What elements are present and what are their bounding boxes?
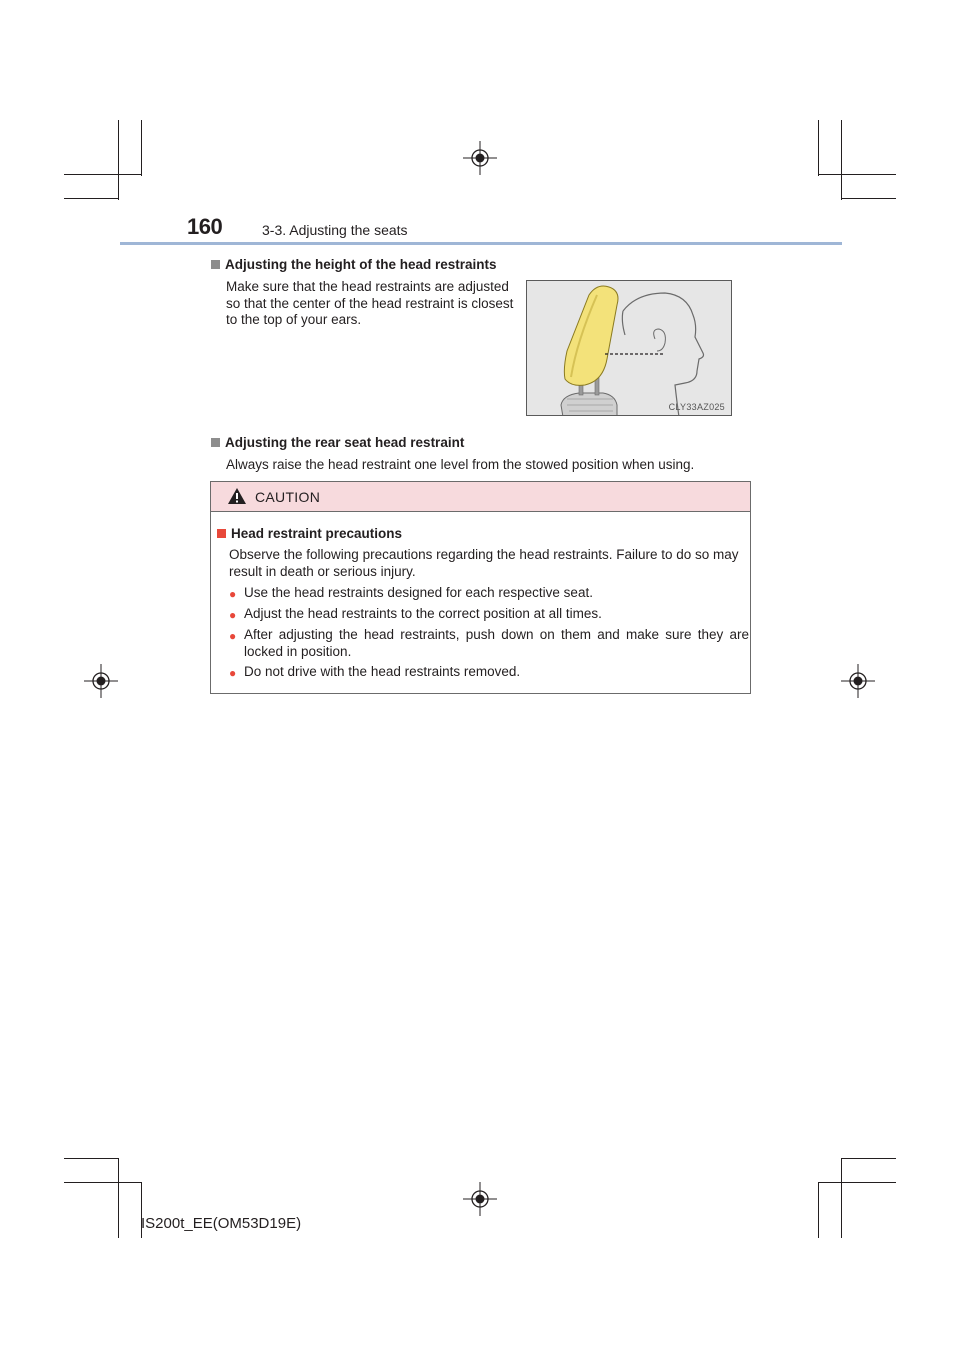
square-bullet-icon bbox=[217, 529, 226, 538]
caution-item: ● After adjusting the head restraints, push down on them and make sure they are locked in position. bbox=[229, 627, 749, 659]
bullet-dot-icon: ● bbox=[229, 608, 237, 622]
height-adjust-heading: Adjusting the height of the head restraints bbox=[211, 257, 497, 272]
header-rule bbox=[120, 242, 842, 245]
caution-intro: Observe the following precautions regarding the head restraints. Failure to do so may result in death or serious injury. bbox=[229, 547, 739, 579]
caution-header bbox=[211, 482, 750, 512]
square-bullet-icon bbox=[211, 438, 220, 447]
warning-triangle-icon bbox=[227, 487, 247, 505]
square-bullet-icon bbox=[211, 260, 220, 269]
bullet-dot-icon: ● bbox=[229, 629, 237, 643]
bullet-dot-icon: ● bbox=[229, 587, 237, 601]
registration-mark-icon bbox=[463, 141, 497, 175]
illustration-code: CLY33AZ025 bbox=[668, 402, 725, 412]
caution-item: ● Do not drive with the head restraints removed. bbox=[229, 664, 521, 680]
caution-title: CAUTION bbox=[255, 489, 321, 505]
rear-seat-body: Always raise the head restraint one level from the stowed position when using. bbox=[226, 457, 695, 472]
head-restraint-drawing bbox=[527, 281, 732, 416]
rear-seat-heading: Adjusting the rear seat head restraint bbox=[211, 435, 464, 450]
caution-heading: Head restraint precautions bbox=[217, 526, 402, 541]
registration-mark-icon bbox=[84, 664, 118, 698]
model-code: IS200t_EE(OM53D19E) bbox=[141, 1215, 302, 1232]
registration-mark-icon bbox=[841, 664, 875, 698]
section-title: 3-3. Adjusting the seats bbox=[262, 222, 408, 238]
registration-mark-icon bbox=[463, 1182, 497, 1216]
caution-box bbox=[210, 481, 751, 694]
caution-item: ● Adjust the head restraints to the correct position at all times. bbox=[229, 606, 602, 622]
caution-item: ● Use the head restraints designed for each respective seat. bbox=[229, 585, 593, 601]
height-adjust-body: Make sure that the head restraints are adjusted so that the center of the head restraint is closest to the top of your ears. bbox=[226, 279, 514, 327]
page-number: 160 bbox=[187, 214, 223, 239]
bullet-dot-icon: ● bbox=[229, 666, 237, 680]
head-restraint-illustration bbox=[526, 280, 732, 416]
